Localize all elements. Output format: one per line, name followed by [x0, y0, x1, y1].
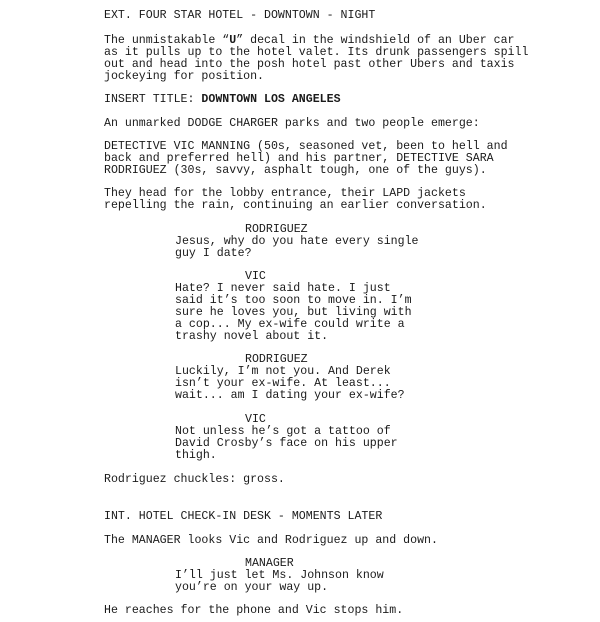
action-line	[104, 35, 528, 83]
action-line: An unmarked DODGE CHARGER parks and two people emerge:	[104, 117, 480, 130]
character-name: RODRIGUEZ	[245, 353, 308, 366]
dialogue: Luckily, I’m not you. And Derek isn’t your ex-wife. At least... wait... am I dating your ex-wife?	[175, 365, 405, 402]
dialogue: I’ll just let Ms. Johnson know you’re on your way up.	[175, 569, 384, 594]
scene-heading: EXT. FOUR STAR HOTEL - DOWNTOWN - NIGHT	[104, 9, 376, 22]
dialogue: Jesus, why do you hate every single guy I date?	[175, 235, 419, 260]
action-line: Rodriguez chuckles: gross.	[104, 473, 285, 486]
scene-heading: INT. HOTEL CHECK-IN DESK - MOMENTS LATER	[104, 510, 383, 523]
action-line: DETECTIVE VIC MANNING (50s, seasoned vet, been to hell and back and preferred hell) and his partner, DETECTIVE SARA RODRIGUEZ (30s, savvy, asphalt tough, one of the guys).	[104, 140, 508, 177]
character-name: VIC	[245, 270, 266, 283]
action-line: They head for the lobby entrance, their LAPD jackets repelling the rain, continuing an earlier conversation.	[104, 187, 487, 212]
action-text: The unmistakable “	[104, 34, 230, 47]
action-line: The MANAGER looks Vic and Rodriguez up and down.	[104, 534, 438, 547]
character-name: MANAGER	[245, 557, 294, 570]
action-line: He reaches for the phone and Vic stops him.	[104, 604, 404, 617]
uber-logo-letter: U	[229, 34, 237, 47]
insert-title-prefix: INSERT TITLE:	[104, 93, 202, 106]
insert-title	[104, 94, 341, 106]
dialogue: Hate? I never said hate. I just said it’s too soon to move in. I’m sure he loves you, but living with a cop... My ex-wife could write a trashy novel about it.	[175, 282, 412, 343]
insert-title-text: DOWNTOWN LOS ANGELES	[201, 93, 341, 106]
action-text: ” decal in the windshield of an Uber car as it pulls up to the hotel valet. Its drunk passengers spill out and head into the posh hotel past other Ubers and taxis jockeying for position.	[104, 34, 529, 83]
dialogue: Not unless he’s got a tattoo of David Crosby’s face on his upper thigh.	[175, 425, 398, 462]
character-name: VIC	[245, 413, 266, 426]
character-name: RODRIGUEZ	[245, 223, 308, 236]
